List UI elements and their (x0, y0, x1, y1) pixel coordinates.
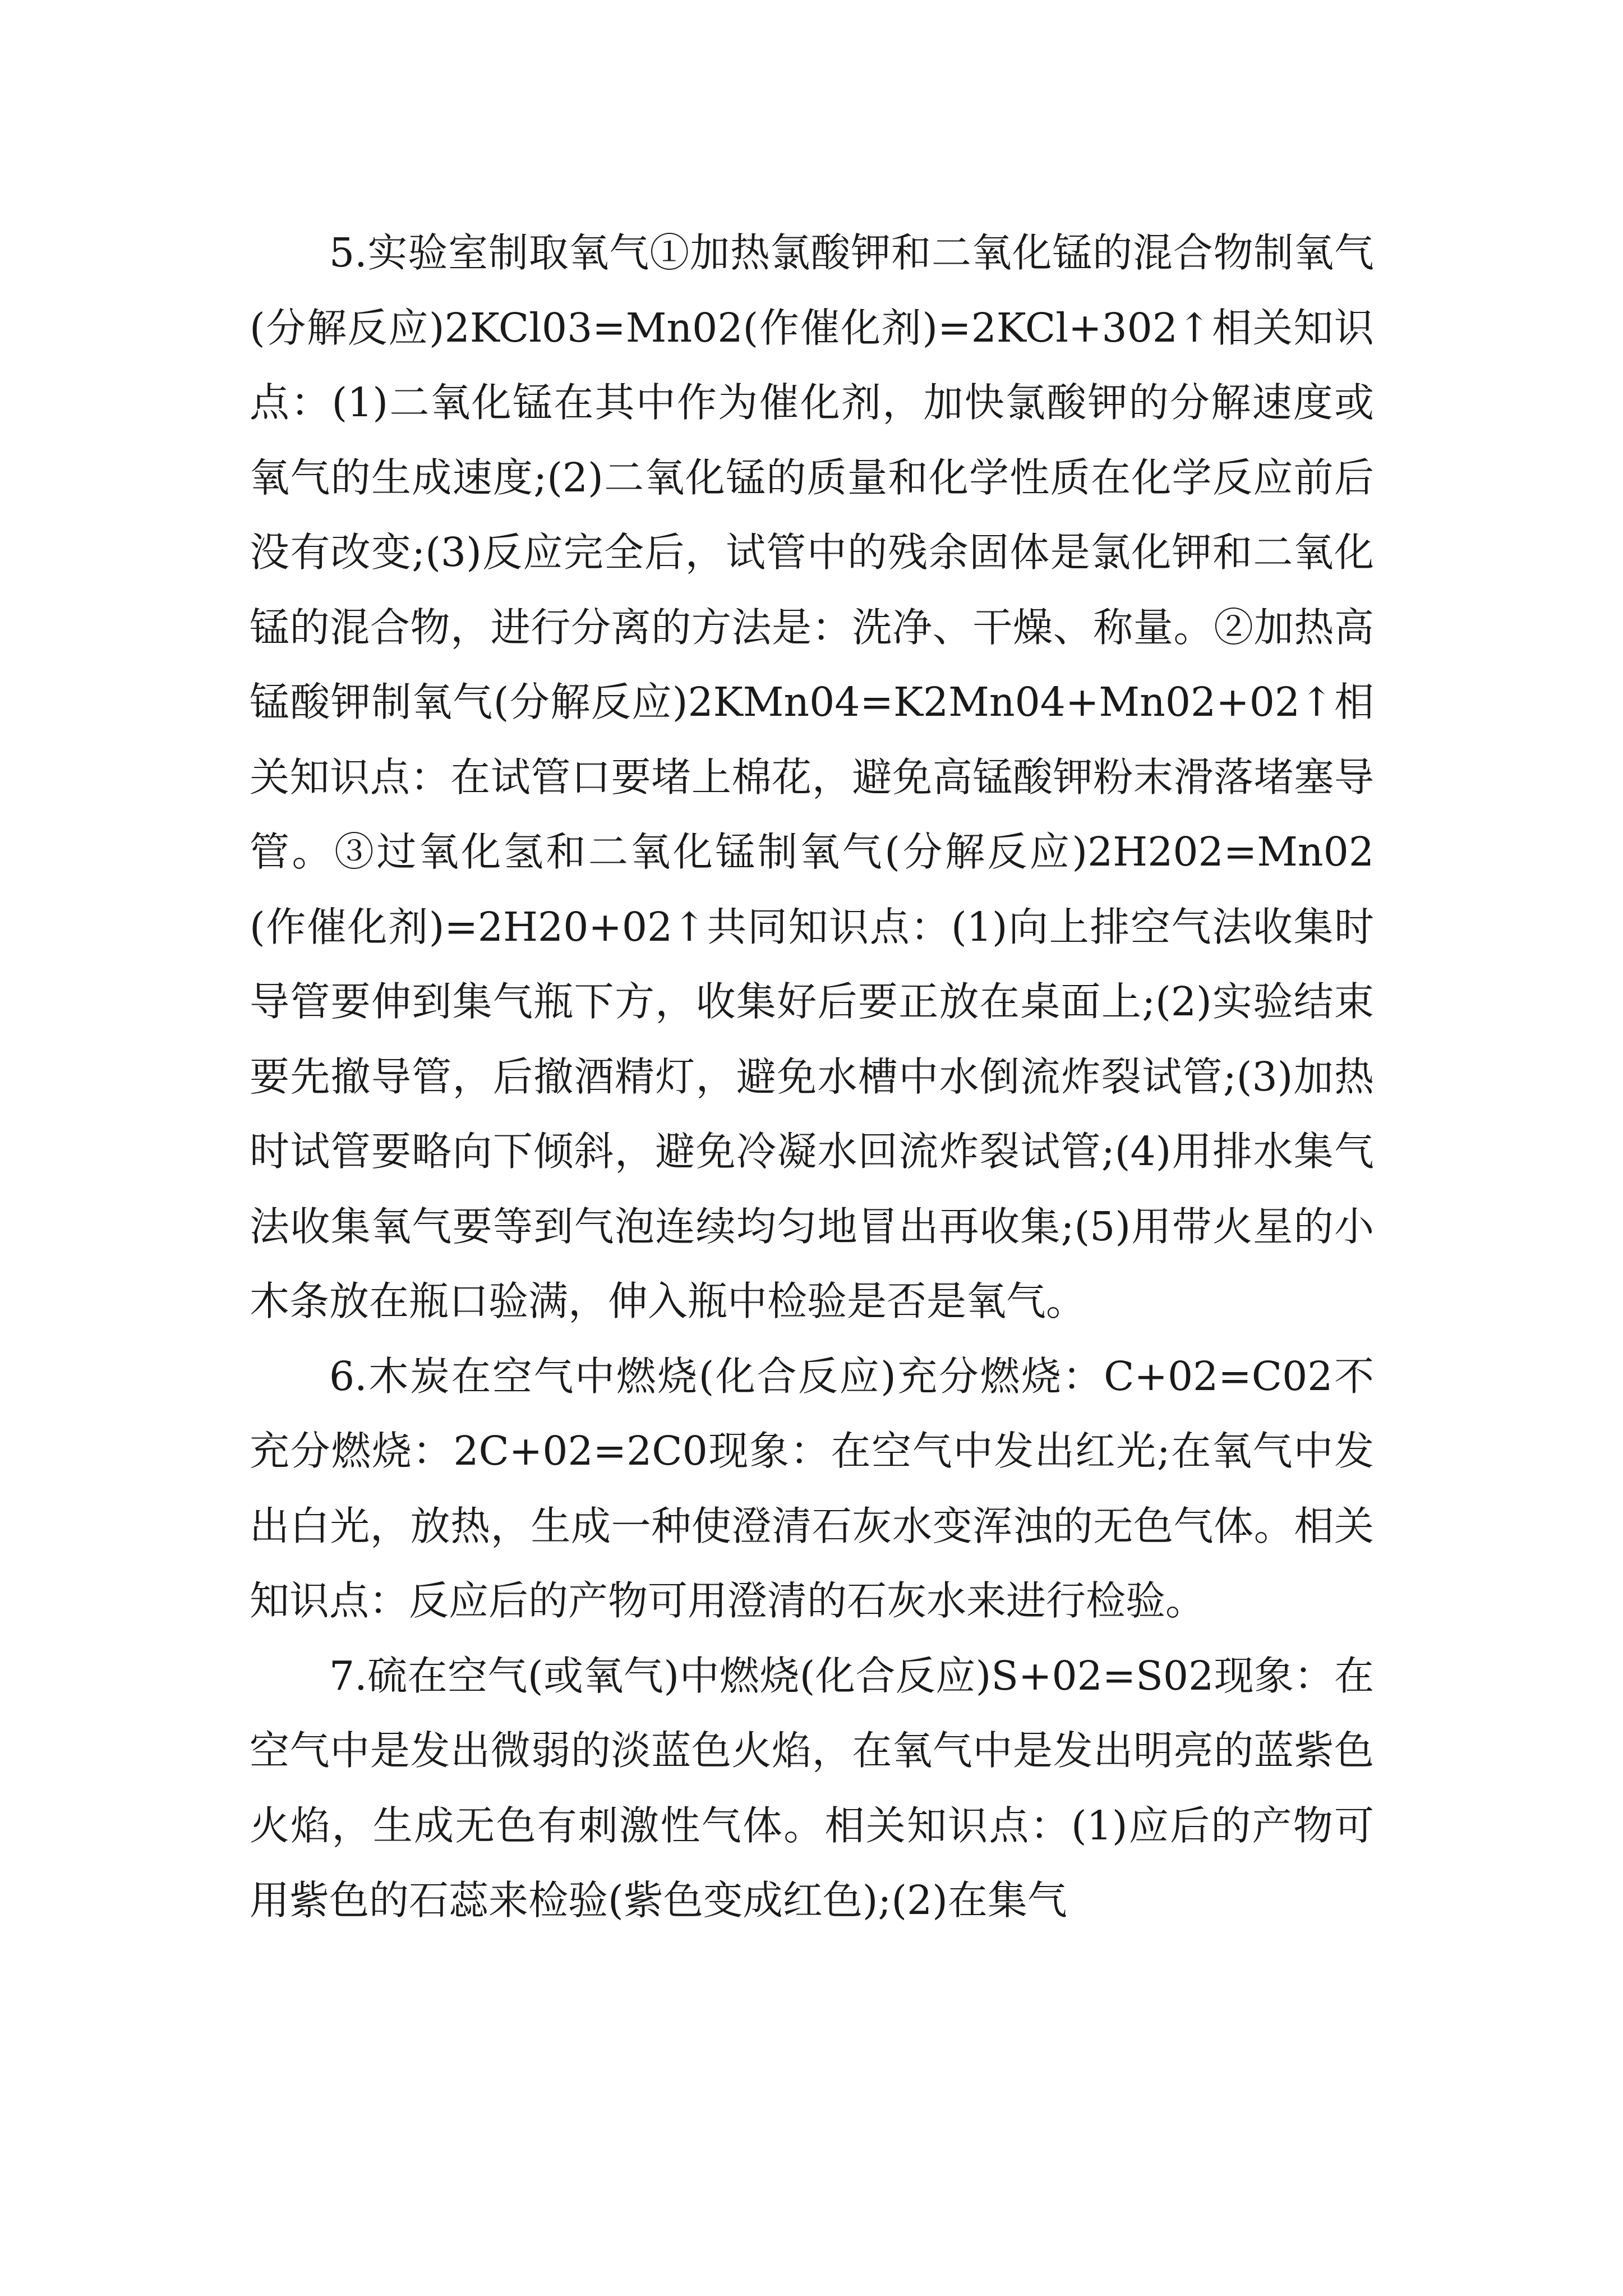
document-body (250, 215, 1374, 1938)
paragraph-item-6: 6.木炭在空气中燃烧(化合反应)充分燃烧：C+02=C02不充分燃烧：2C+02=2C0现象：在空气中发出红光;在氧气中发出白光，放热，生成一种使澄清石灰水变浑浊的无色气体。相关知识点：反应后的产物可用澄清的石灰水来进行检验。 (250, 1352, 1374, 1624)
paragraph-item-5: 5.实验室制取氧气①加热氯酸钾和二氧化锰的混合物制氧气(分解反应)2KCl03=Mn02(作催化剂)=2KCl+302↑相关知识点：(1)二氧化锰在其中作为催化剂，加快氯酸钾的分解速度或氧气的生成速度;(2)二氧化锰的质量和化学性质在化学反应前后没有改变;(3)反应完全后，试管中的残余固体是氯化钾和二氧化锰的混合物，进行分离的方法是：洗净、干燥、称量。②加热高锰酸钾制氧气(分解反应)2KMn04=K2Mn04+Mn02+02↑相关知识点：在试管口要堵上棉花，避免高锰酸钾粉末滑落堵塞导管。③过氧化氢和二氧化锰制氧气(分解反应)2H202=Mn02(作催化剂)=2H20+02↑共同知识点：(1)向上排空气法收集时导管要伸到集气瓶下方，收集好后要正放在桌面上;(2)实验结束要先撤导管，后撤酒精灯，避免水槽中水倒流炸裂试管;(3)加热时试管要略向下倾斜，避免冷凝水回流炸裂试管;(4)用排水集气法收集氧气要等到气泡连续均匀地冒出再收集;(5)用带火星的小木条放在瓶口验满，伸入瓶中检验是否是氧气。 (250, 229, 1374, 1324)
paragraph-item-7: 7.硫在空气(或氧气)中燃烧(化合反应)S+02=S02现象：在空气中是发出微弱的淡蓝色火焰，在氧气中是发出明亮的蓝紫色火焰，生成无色有刺激性气体。相关知识点：(1)应后的产物可用紫色的石蕊来检验(紫色变成红色);(2)在集气 (250, 1652, 1374, 1924)
